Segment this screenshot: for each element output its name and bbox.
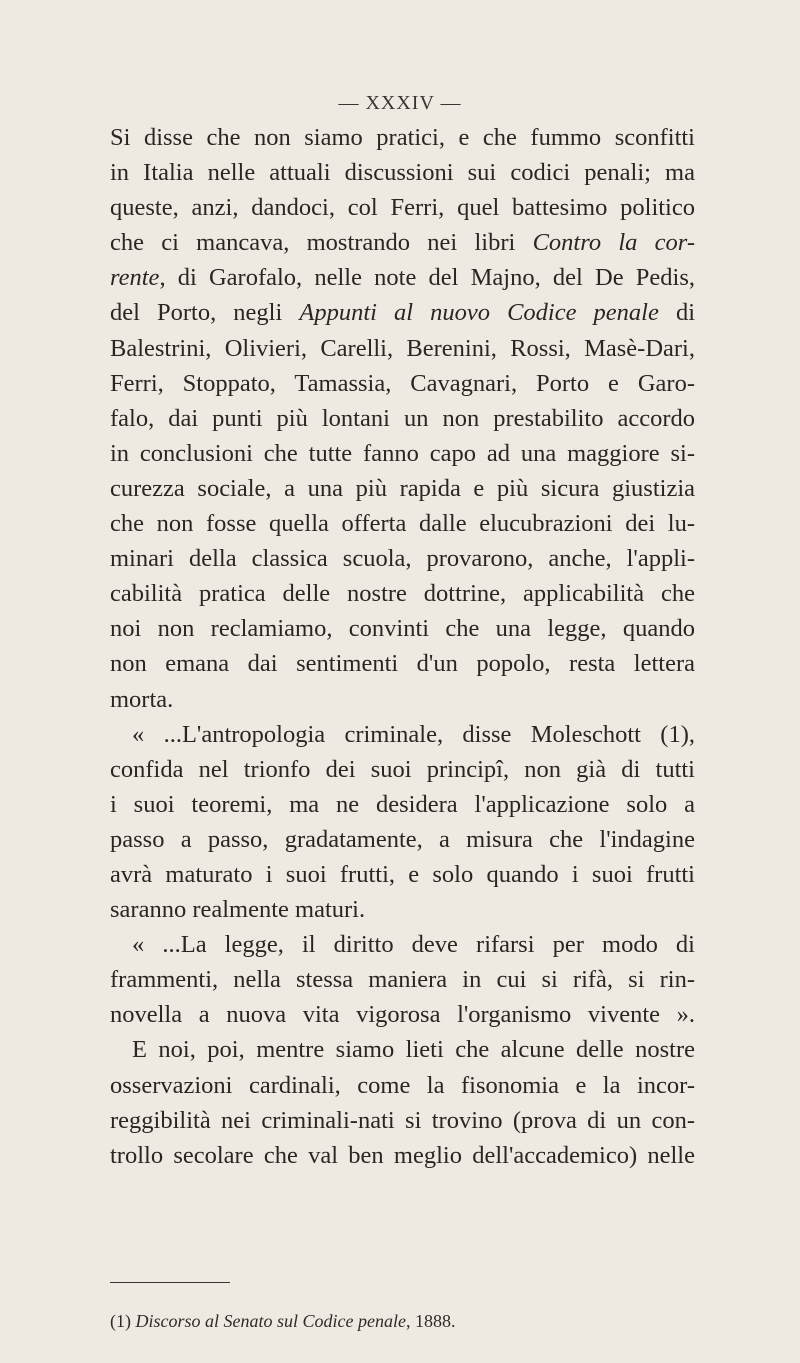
footnote-title: Discorso al Senato sul Codice penale (135, 1311, 406, 1331)
text-line (110, 295, 695, 330)
text-line: Si disse che non siamo pratici, e che fummo sconfitti (110, 124, 695, 151)
text-line: E noi, poi, mentre siamo lieti che alcune delle nostre (132, 1036, 695, 1064)
text-line: queste, anzi, dandoci, col Ferri, quel battesimo politico (110, 194, 695, 222)
footnote-rule (110, 1282, 230, 1283)
text-line (110, 260, 695, 295)
text-segment: del Porto, negli (110, 299, 300, 327)
italic-title-segment: rente (110, 264, 160, 292)
footnote-year: , 1888. (405, 1311, 456, 1331)
footnote (110, 1310, 455, 1332)
text-line: i suoi teoremi, ma ne desidera l'applicazione solo a (110, 790, 695, 818)
text-line: non emana dai sentimenti d'un popolo, resta lettera (110, 650, 695, 678)
text-line: in conclusioni che tutte fanno capo ad una maggiore si- (110, 439, 695, 467)
text-line: reggibilità nei criminali-nati si trovino (prova di un con- (110, 1106, 695, 1134)
text-line: « ...La legge, il diritto deve rifarsi per modo di (132, 931, 695, 959)
text-line: curezza sociale, a una più rapida e più sicura giustizia (110, 474, 695, 502)
text-line: cabilità pratica delle nostre dottrine, applicabilità che (110, 580, 695, 608)
text-line: morta. (110, 685, 174, 713)
text-line: noi non reclamiamo, convinti che una legge, quando (110, 615, 695, 643)
text-segment: di (658, 299, 696, 327)
text-line: passo a passo, gradatamente, a misura che l'indagine (110, 825, 695, 853)
text-line: avrà maturato i suoi frutti, e solo quando i suoi frutti (110, 860, 695, 888)
text-line: trollo secolare che val ben meglio dell'accademico) nelle (110, 1141, 695, 1169)
footnote-marker: (1) (110, 1311, 131, 1331)
text-line (110, 225, 695, 260)
text-segment: che ci mancava, mostrando nei libri (110, 229, 533, 257)
text-line: osservazioni cardinali, come la fisonomia e la incor- (110, 1071, 695, 1099)
italic-title-segment: Contro la cor- (532, 229, 695, 257)
text-line: Balestrini, Olivieri, Carelli, Berenini, Rossi, Masè-Dari, (110, 334, 695, 362)
running-head-page-number: — XXXIV — (338, 92, 462, 114)
text-line: minari della classica scuola, provarono, anche, l'appli- (110, 545, 695, 573)
body-text (110, 120, 695, 1173)
italic-title-segment: Appunti al nuovo Codice penale (299, 299, 659, 327)
text-line: che non fosse quella offerta dalle elucubrazioni dei lu- (110, 510, 695, 538)
text-line: Ferri, Stoppato, Tamassia, Cavagnari, Porto e Garo- (110, 369, 695, 397)
text-line: confida nel trionfo dei suoi principî, non già di tutti (110, 755, 695, 783)
text-line: in Italia nelle attuali discussioni sui codici penali; ma (110, 159, 695, 187)
text-line: saranno realmente maturi. (110, 896, 366, 924)
text-line: « ...L'antropologia criminale, disse Moleschott (1), (132, 720, 695, 748)
text-line: falo, dai punti più lontani un non prestabilito accordo (110, 404, 695, 432)
text-line: novella a nuova vita vigorosa l'organismo vivente ». (110, 1001, 695, 1029)
text-line: frammenti, nella stessa maniera in cui si rifà, si rin- (110, 966, 695, 994)
text-segment: , di Garofalo, nelle note del Majno, del De Pedis, (159, 264, 695, 292)
